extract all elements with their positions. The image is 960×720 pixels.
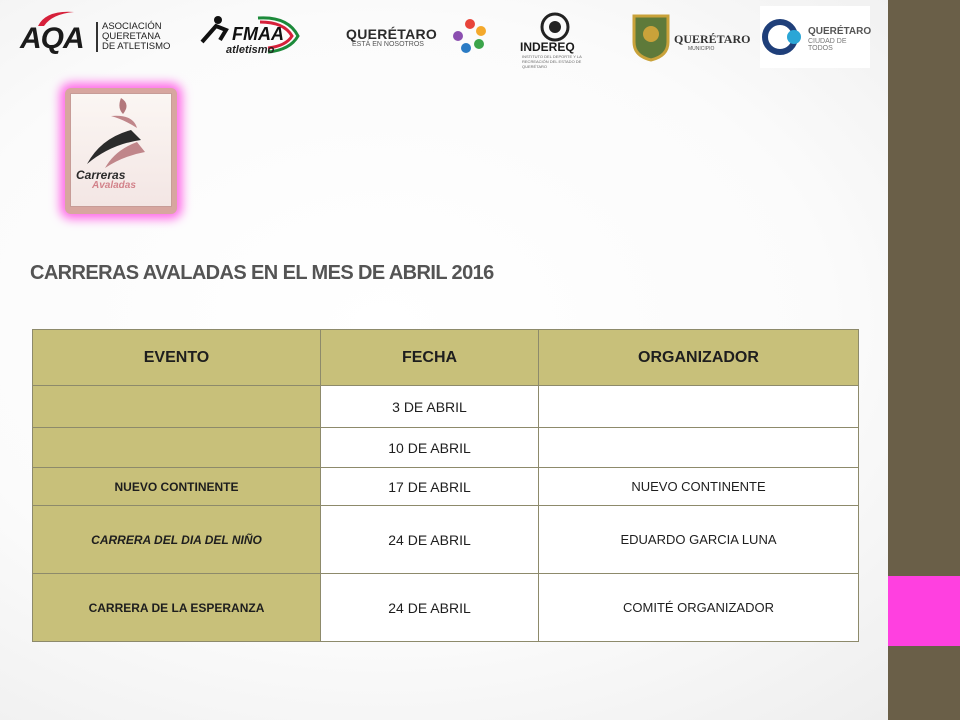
ciudad-tagline: CIUDAD DE TODOS (808, 38, 847, 52)
cell-organizador: EDUARDO GARCIA LUNA (539, 506, 859, 574)
header-fecha: FECHA (321, 330, 539, 386)
table-row (33, 468, 859, 506)
cell-evento: CARRERA DE LA ESPERANZA (33, 574, 321, 642)
runner-swoosh-icon (71, 94, 171, 174)
queretaro-estado-tagline: ESTÁ EN NOSOTROS (352, 41, 424, 48)
fmaa-mark: FMAA (232, 24, 284, 44)
fmaa-logo (198, 6, 308, 68)
ciudad-circle-icon (762, 14, 808, 60)
queretaro-ciudad-logo (760, 6, 870, 68)
badge-line1: Carreras (76, 168, 126, 182)
header-evento: EVENTO (33, 330, 321, 386)
table-header-row (33, 330, 859, 386)
cell-organizador: NUEVO CONTINENTE (539, 468, 859, 506)
header-organizador: ORGANIZADOR (539, 330, 859, 386)
table-row (33, 506, 859, 574)
aqa-name-line3: DE ATLETISMO (102, 41, 171, 52)
municipio-queretaro-logo (630, 6, 754, 68)
cell-fecha: 24 DE ABRIL (321, 506, 539, 574)
aqa-logo (20, 6, 180, 68)
cell-fecha: 24 DE ABRIL (321, 574, 539, 642)
indereq-logo (520, 6, 600, 68)
cell-evento: CARRERA DEL DIA DEL NIÑO (33, 506, 321, 574)
aqa-mark: AQA (20, 22, 84, 55)
side-accent (888, 576, 960, 646)
aqa-name (96, 22, 170, 52)
badge-line2: Avaladas (92, 180, 136, 191)
table-row (33, 386, 859, 428)
coat-of-arms-icon (630, 12, 672, 62)
aqa-name-line1: ASOCIACIÓN (102, 21, 162, 32)
cell-fecha: 3 DE ABRIL (321, 386, 539, 428)
cell-evento: NUEVO CONTINENTE (33, 468, 321, 506)
star-flower-icon (450, 16, 490, 56)
cell-organizador: COMITÉ ORGANIZADOR (539, 574, 859, 642)
sponsor-logos (20, 6, 870, 68)
ciudad-name: QUERÉTARO (808, 26, 872, 37)
cell-fecha: 10 DE ABRIL (321, 428, 539, 468)
table-row (33, 574, 859, 642)
indereq-seal-icon (540, 12, 570, 42)
cell-evento (33, 428, 321, 468)
indereq-name: INDEREQ (520, 40, 575, 54)
page-title: CARRERAS AVALADAS EN EL MES DE ABRIL 2016 (30, 262, 494, 284)
municipio-sub: MUNICIPIO (688, 46, 715, 52)
queretaro-estado-logo (346, 6, 492, 68)
table-row (33, 428, 859, 468)
aqa-name-line2: QUERETANA (102, 31, 161, 42)
municipio-name: QUERÉTARO (674, 32, 751, 46)
events-table (32, 329, 859, 642)
fmaa-sub: atletismo (226, 44, 275, 56)
cell-fecha: 17 DE ABRIL (321, 468, 539, 506)
cell-evento (33, 386, 321, 428)
cell-organizador (539, 428, 859, 468)
cell-organizador (539, 386, 859, 428)
indereq-sub: INSTITUTO DEL DEPORTE Y LA RECREACIÓN DEL ESTADO DE QUERÉTARO (522, 54, 582, 69)
queretaro-estado-name: QUERÉTARO (346, 26, 438, 42)
